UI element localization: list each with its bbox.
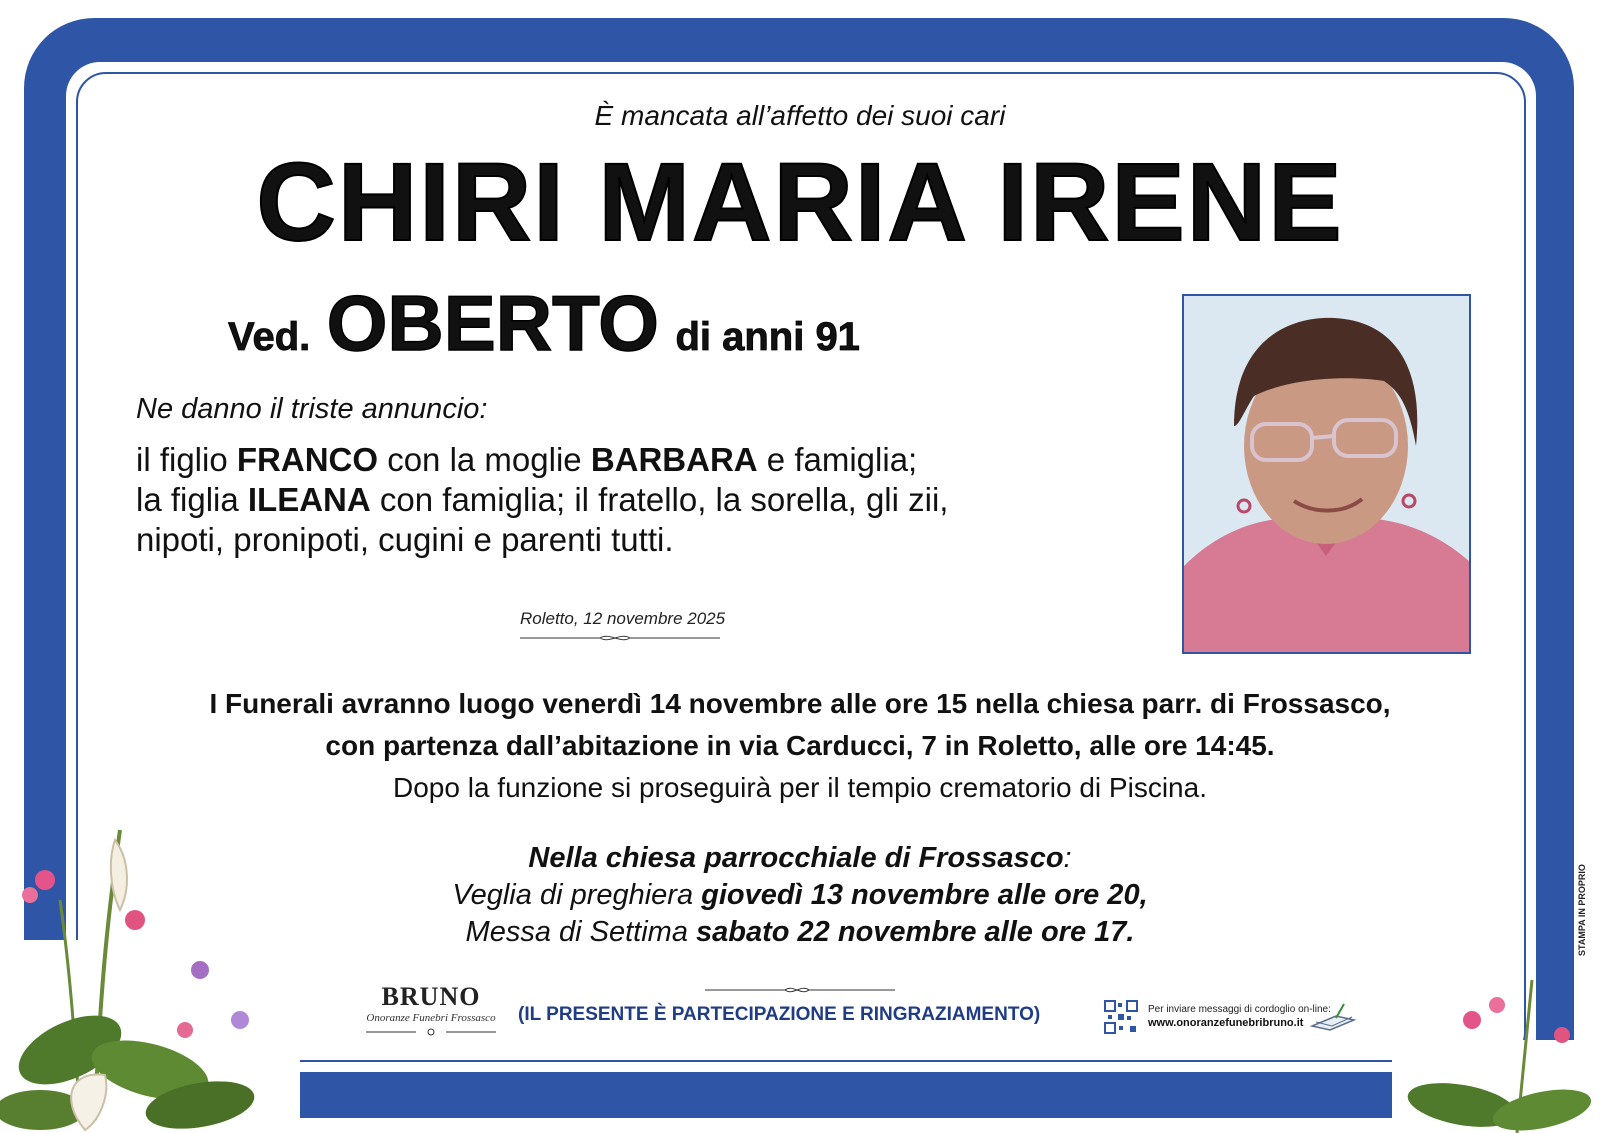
family-member-barbara: BARBARA [590,441,758,478]
family-text: e famiglia; [757,441,918,478]
family-text: con famiglia; il fratello, la sorella, gli zii, [370,481,949,518]
place-date: Roletto, 12 novembre 2025 [520,609,726,628]
family-member-franco: FRANCO [236,441,379,478]
web-url-link[interactable]: www.onoranzefunebribruno.it [1148,1017,1304,1029]
vigil-line-2 [0,914,1600,951]
ornament-divider-icon [520,632,720,644]
thanks-note: (IL PRESENTE È PARTECIPAZIONE E RINGRAZIAMENTO) [518,1004,1041,1025]
logo-ornament-icon [366,1027,496,1037]
qr-code-icon[interactable] [1104,1000,1138,1034]
funeral-home-logo [366,982,496,1042]
funeral-line-2: con partenza dall’abitazione in via Carducci, 7 in Roletto, alle ore 14:45. [325,730,1275,761]
funeral-line-3: Dopo la funzione si proseguirà per il tempio crematorio di Piscina. [393,772,1207,803]
married-name: OBERTO [326,279,659,367]
announce-label: Ne danno il triste annuncio: [136,393,488,425]
vigil-heading: Nella chiesa parrocchiale di Frossasco [528,842,1064,874]
family-line-1 [136,440,948,480]
portrait-image [1184,296,1469,652]
family-text: il figlio [136,441,237,478]
widow-prefix: Ved. [228,315,311,359]
ornament-divider-icon [705,984,895,996]
vigil-line-1 [0,877,1600,914]
intro-text: È mancata all’affetto dei suoi cari [594,100,1006,131]
vigil-text: Veglia di preghiera [452,879,702,911]
vigil-colon: : [1063,842,1072,874]
family-line-3: nipoti, pronipoti, cugini e parenti tutti. [136,521,674,558]
age-text: di anni 91 [675,315,860,359]
web-note: Per inviare messaggi di cordoglio on-line: [1148,1004,1331,1015]
family-text: con la moglie [378,441,591,478]
funeral-line-1: I Funerali avranno luogo venerdì 14 novembre alle ore 15 nella chiesa parr. di Frossasco, [209,688,1391,719]
vigil-date-1: giovedì 13 novembre alle ore 20, [701,879,1148,911]
family-line-2 [136,480,948,520]
logo-brand: BRUNO [381,982,481,1011]
surname-row [228,278,1128,369]
family-text: la figlia [136,481,248,518]
vigil-text: Messa di Settima [465,916,697,948]
vigil-info [0,840,1600,951]
deceased-name: CHIRI MARIA IRENE [256,141,1344,264]
deceased-photo [1182,294,1471,654]
flowers-right-decoration [1392,980,1600,1133]
book-icon [1308,1000,1358,1034]
stamp-note: STAMPA IN PROPRIO [1577,864,1587,956]
vigil-date-2: sabato 22 novembre alle ore 17. [696,916,1135,948]
family-list [136,440,948,560]
family-member-ileana: ILEANA [247,481,371,518]
vigil-heading-row [0,840,1600,877]
logo-subtitle: Onoranze Funebri Frossasco [366,1012,496,1024]
funeral-info [0,683,1600,809]
